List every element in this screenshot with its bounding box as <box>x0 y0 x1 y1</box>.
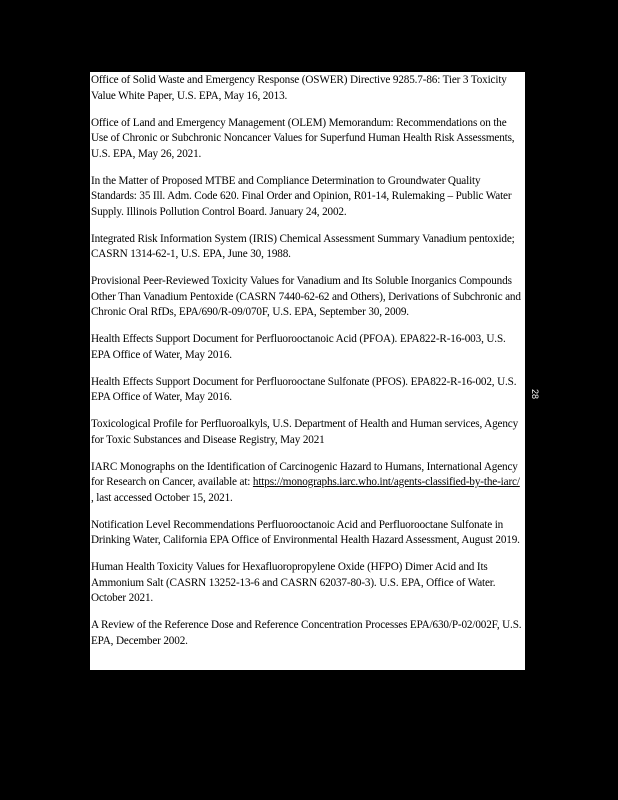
reference-item: Office of Solid Waste and Emergency Response (OSWER) Directive 9285.7-86: Tier 3 Toxicity Value White Paper, U.S. EPA, May 16, 2013. <box>91 74 507 102</box>
reference-item-iarc <box>91 460 525 507</box>
reference-item: Notification Level Recommendations Perfluorooctanoic Acid and Perfluorooctane Sulfonate in Drinking Water, California EPA Office of Environmental Health Hazard Assessment, August 2019. <box>91 518 520 546</box>
reference-item: Toxicological Profile for Perfluoroalkyls, U.S. Department of Health and Human services, Agency for Toxic Substances and Disease Registry, May 2021 <box>91 418 519 446</box>
iarc-link[interactable]: https://monographs.iarc.who.int/agents-classified-by-the-iarc/ <box>252 476 520 488</box>
reference-list <box>91 73 525 661</box>
reference-item: Human Health Toxicity Values for Hexafluoropropylene Oxide (HFPO) Dimer Acid and Its Ammonium Salt (CASRN 13252-13-6 and CASRN 62037-80-3). U.S. EPA, Office of Water. October 2021. <box>91 561 496 604</box>
reference-item: Provisional Peer-Reviewed Toxicity Values for Vanadium and Its Soluble Inorganics Compounds Other Than Vanadium Pentoxide (CASRN 7440-62-62 and Others), Derivations of Subchronic and Chronic Oral RfDs, EPA/690/R-09/070F, U.S. EPA, September 30, 2009. <box>91 275 521 318</box>
reference-item: Health Effects Support Document for Perfluorooctanoic Acid (PFOA). EPA822-R-16-003, U.S. EPA Office of Water, May 2016. <box>91 333 506 361</box>
reference-text: , last accessed October 15, 2021. <box>91 491 233 504</box>
reference-item: A Review of the Reference Dose and Reference Concentration Processes EPA/630/P-02/002F, U.S. EPA, December 2002. <box>91 619 522 647</box>
reference-item: Office of Land and Emergency Management (OLEM) Memorandum: Recommendations on the Use of Chronic or Subchronic Noncancer Values for Superfund Human Health Risk Assessments, U.S. EPA, May 26, 2021. <box>91 116 515 160</box>
scrollbar[interactable] <box>614 0 618 800</box>
reference-text: IARC Monographs on the Identification of Carcinogenic Hazard to Humans, International Agency for Research on Cancer, available at: <box>91 460 518 488</box>
page-number: 28 <box>530 389 540 400</box>
reference-item: In the Matter of Proposed MTBE and Compliance Determination to Groundwater Quality Standards: 35 Ill. Adm. Code 620. Final Order and Opinion, R01-14, Rulemaking – Public Water Supply. Illinois Pollution Control Board. January 24, 2002. <box>91 174 512 218</box>
reference-item: Integrated Risk Information System (IRIS) Chemical Assessment Summary Vanadium pentoxide; CASRN 1314-62-1, U.S. EPA, June 30, 1988. <box>91 232 515 260</box>
reference-item: Health Effects Support Document for Perfluorooctane Sulfonate (PFOS). EPA822-R-16-002, U.S. EPA Office of Water, May 2016. <box>91 375 517 403</box>
